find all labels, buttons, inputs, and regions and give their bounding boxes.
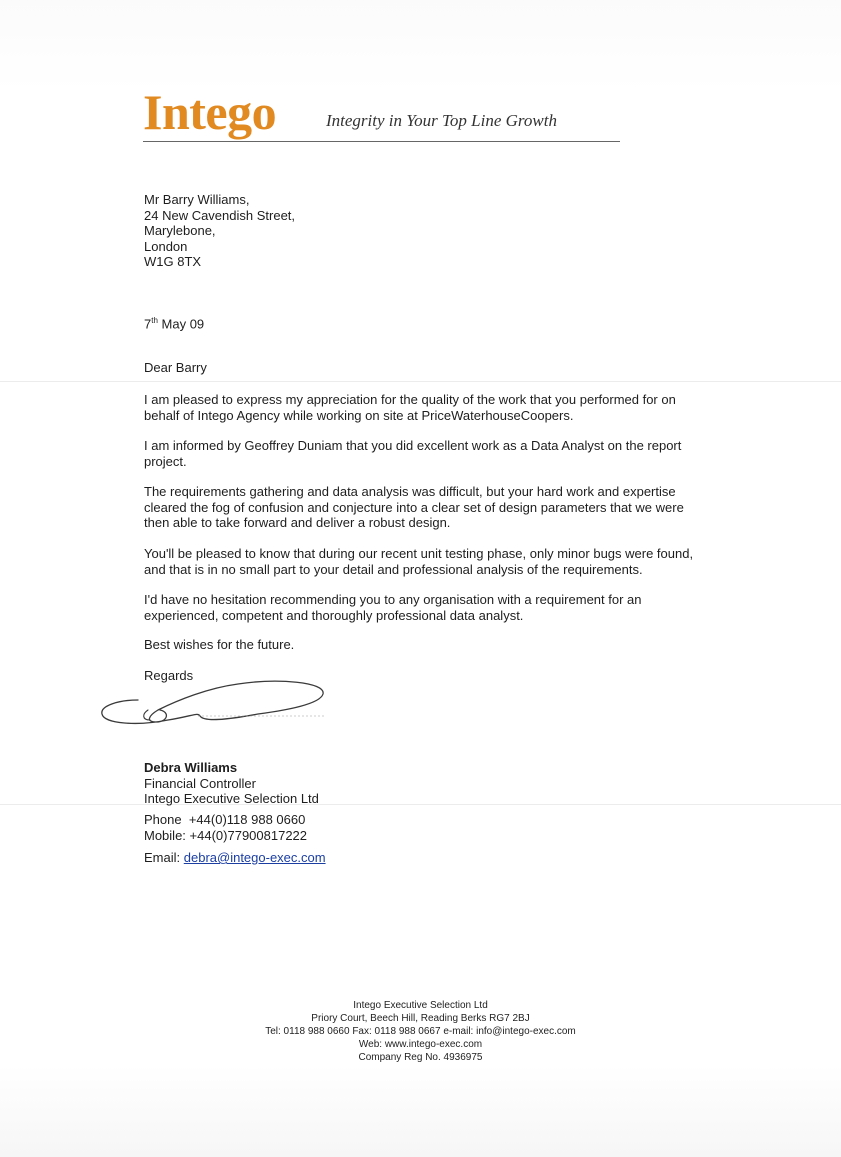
paragraph-line: experienced, competent and thoroughly professional data analyst. xyxy=(144,607,524,623)
body-paragraph xyxy=(144,546,693,577)
paragraph-line: I am pleased to express my appreciation for the quality of the work that you performed for on xyxy=(144,392,676,407)
date-suffix: th xyxy=(151,316,158,325)
email-link[interactable]: debra@intego-exec.com xyxy=(183,850,326,865)
body-paragraph xyxy=(144,438,681,469)
body-paragraph xyxy=(144,592,642,623)
paper-fold-line xyxy=(0,804,841,805)
address-line: Mr Barry Williams, xyxy=(144,192,250,207)
paragraph-line: I am informed by Geoffrey Duniam that you did excellent work as a Data Analyst on the report xyxy=(144,438,682,453)
salutation: Dear Barry xyxy=(144,360,207,375)
paragraph-line: cleared the fog of confusion and conjecture into a clear set of design parameters that we were xyxy=(144,499,684,515)
phone-number: +44(0)118 988 0660 xyxy=(188,812,306,827)
letterhead-footer xyxy=(0,999,841,1064)
paragraph-line: Best wishes for the future. xyxy=(144,637,295,652)
paragraph-line: You'll be pleased to know that during our recent unit testing phase, only minor bugs were found, xyxy=(144,546,694,561)
paper-fold-line xyxy=(0,381,841,382)
address-line: 24 New Cavendish Street, xyxy=(144,207,296,223)
paragraph-line: then able to take forward and deliver a robust design. xyxy=(144,515,451,530)
paragraph-line: I'd have no hesitation recommending you to any organisation with a requirement for an xyxy=(144,592,642,607)
email-label: Email: xyxy=(144,850,181,865)
mobile-line xyxy=(144,828,307,844)
body-paragraph xyxy=(144,637,294,653)
footer-contact: Tel: 0118 988 0660 Fax: 0118 988 0667 e-mail: info@intego-exec.com xyxy=(265,1026,576,1037)
body-paragraph xyxy=(144,392,676,423)
address-line: W1G 8TX xyxy=(144,254,202,269)
company-tagline: Integrity in Your Top Line Growth xyxy=(326,111,557,130)
letterhead-rule xyxy=(143,141,620,142)
footer-address: Priory Court, Beech Hill, Reading Berks RG7 2BJ xyxy=(311,1013,530,1024)
date-day: 7 xyxy=(144,316,152,332)
date-month-year: May 09 xyxy=(157,316,205,332)
closing: Regards xyxy=(144,668,194,683)
signer-company: Intego Executive Selection Ltd xyxy=(144,791,319,806)
signer-name: Debra Williams xyxy=(144,760,238,775)
address-line: London xyxy=(144,238,188,254)
body-paragraph xyxy=(144,484,684,531)
address-line: Marylebone, xyxy=(144,223,216,238)
paragraph-line: behalf of Intego Agency while working on site at PriceWaterhouseCoopers. xyxy=(144,407,574,423)
handwritten-signature xyxy=(98,676,330,732)
phone-line xyxy=(144,812,307,828)
footer-company: Intego Executive Selection Ltd xyxy=(353,1000,488,1011)
paragraph-line: project. xyxy=(144,453,187,469)
footer-web: Web: www.intego-exec.com xyxy=(358,1039,483,1050)
recipient-address xyxy=(144,192,295,270)
mobile-label: Mobile: xyxy=(144,827,186,843)
mobile-number: +44(0)77900817222 xyxy=(189,827,308,843)
paragraph-line: and that is in no small part to your detail and professional analysis of the requirements. xyxy=(144,561,643,577)
phone-label: Phone xyxy=(144,812,182,827)
email-line xyxy=(144,850,326,866)
company-logo: Intego xyxy=(143,84,277,140)
footer-reg-no: Company Reg No. 4936975 xyxy=(358,1052,483,1063)
paragraph-line: The requirements gathering and data analysis was difficult, but your hard work and expertise xyxy=(144,484,676,499)
signer-block xyxy=(144,760,319,807)
contact-numbers xyxy=(144,812,307,843)
signer-title: Financial Controller xyxy=(144,775,256,791)
letter-date xyxy=(144,313,204,332)
